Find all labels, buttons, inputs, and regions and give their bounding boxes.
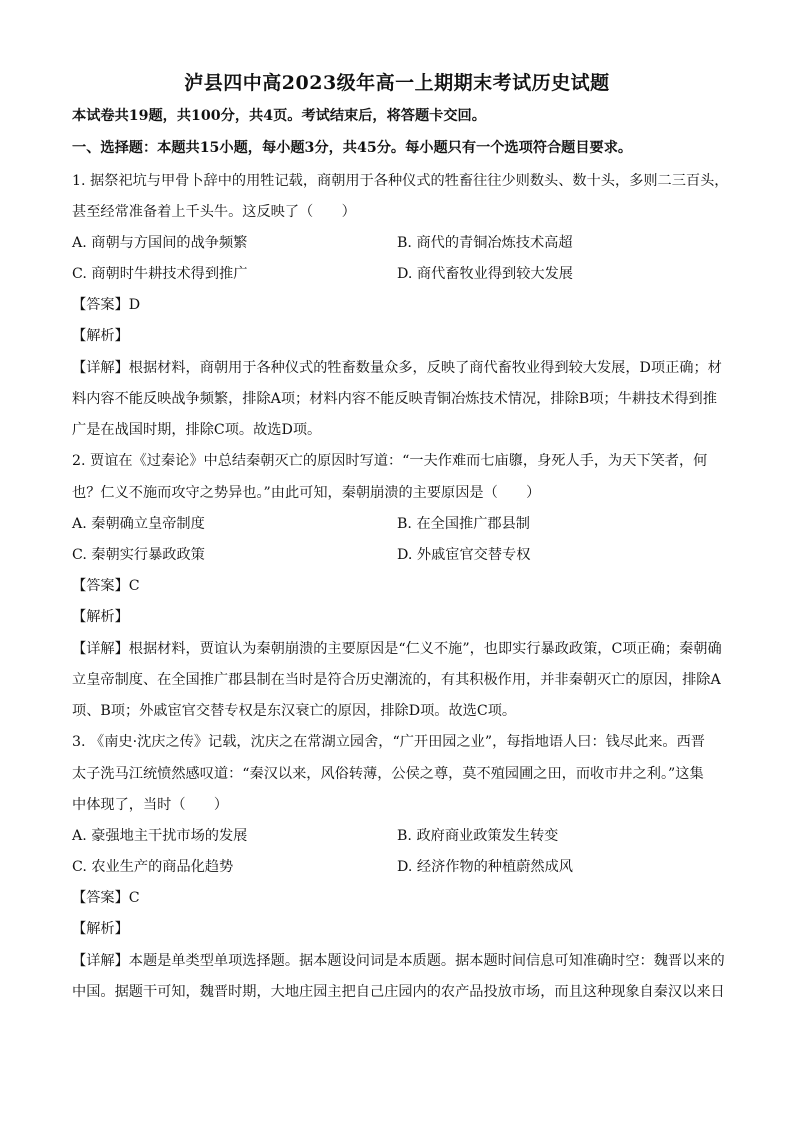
q3-answer-value: C [128, 890, 140, 906]
q2-detail-line3: 项、B项；外戚宦官交替专权是东汉衰亡的原因，排除D项。故选C项。 [72, 703, 517, 719]
answer-label: 【答案】 [72, 297, 129, 313]
answer-label: 【答案】 [72, 578, 129, 594]
q3-option-b: B. 政府商业政策发生转变 [397, 828, 559, 844]
q2-option-a: A. 秦朝确立皇帝制度 [72, 516, 205, 532]
q1-detail-text1: 根据材料，商朝用于各种仪式的牲畜数量众多，反映了商代畜牧业得到较大发展，D项正确；材 [128, 360, 722, 376]
q3-answer [72, 888, 140, 908]
q1-detail-line1 [72, 358, 722, 378]
q2-detail-text1: 根据材料，贾谊认为秦朝崩溃的主要原因是“仁义不施”，也即实行暴政政策，C项正确；秦朝确 [128, 641, 722, 657]
detail-label: 【详解】 [72, 641, 129, 657]
answer-label: 【答案】 [72, 890, 129, 906]
q2-analysis-label: 【解析】 [72, 609, 129, 625]
q1-detail-line3: 广是在战国时期，排除C项。故选D项。 [72, 422, 322, 438]
q1-analysis-label: 【解析】 [72, 328, 129, 344]
q3-option-a: A. 豪强地主干扰市场的发展 [72, 828, 248, 844]
q1-option-b: B. 商代的青铜冶炼技术高超 [397, 235, 573, 251]
section-header: 一、选择题：本题共15小题，每小题3分，共45分。每小题只有一个选项符合题目要求。 [72, 140, 633, 156]
q1-answer-value: D [128, 297, 141, 313]
page-title: 泸县四中高2023级年高一上期期末考试历史试题 [184, 72, 610, 94]
q3-analysis-label: 【解析】 [72, 921, 129, 937]
detail-label: 【详解】 [72, 953, 129, 969]
q3-detail-line1 [72, 951, 725, 971]
q1-option-d: D. 商代畜牧业得到较大发展 [397, 266, 573, 282]
q1-option-c: C. 商朝时牛耕技术得到推广 [72, 266, 248, 282]
exam-intro: 本试卷共19题，共100分，共4页。考试结束后，将答题卡交回。 [72, 108, 486, 124]
q1-stem-line1: 1. 据祭祀坑与甲骨卜辞中的用牲记载，商朝用于各种仪式的牲畜往往少则数头、数十头，多则二三百头， [72, 173, 729, 189]
q2-option-d: D. 外戚宦官交替专权 [397, 547, 531, 563]
q1-answer [72, 295, 140, 315]
q2-stem-line1: 2. 贾谊在《过秦论》中总结秦朝灭亡的原因时写道：“一夫作难而七庙隳，身死人手，为天下笑者，何 [72, 453, 708, 469]
q2-option-c: C. 秦朝实行暴政政策 [72, 547, 205, 563]
q2-answer [72, 576, 140, 596]
q3-stem-line3: 中体现了，当时（ ） [72, 797, 229, 813]
q3-detail-text1: 本题是单类型单项选择题。据本题设问词是本质题。据本题时间信息可知准确时空：魏晋以来的 [128, 953, 725, 969]
q1-option-a: A. 商朝与方国间的战争频繁 [72, 235, 248, 251]
q2-detail-line1 [72, 639, 722, 659]
q2-answer-value: C [128, 578, 140, 594]
q2-stem-line2: 也？仁义不施而攻守之势异也。”由此可知，秦朝崩溃的主要原因是（ ） [72, 485, 541, 501]
q1-detail-line2: 料内容不能反映战争频繁，排除A项；材料内容不能反映青铜冶炼技术情况，排除B项；牛耕技术得到推 [72, 391, 717, 407]
q3-option-c: C. 农业生产的商品化趋势 [72, 859, 234, 875]
q2-detail-line2: 立皇帝制度、在全国推广郡县制在当时是符合历史潮流的，有其积极作用，并非秦朝灭亡的原因，排除A [72, 672, 721, 688]
q2-option-b: B. 在全国推广郡县制 [397, 516, 530, 532]
detail-label: 【详解】 [72, 360, 129, 376]
q3-detail-line2: 中国。据题干可知，魏晋时期，大地庄园主把自己庄园内的农产品投放市场，而且这种现象自秦汉以来日 [72, 984, 725, 1000]
q3-stem-line2: 太子洗马江统愤然感叹道：“秦汉以来，风俗转薄，公侯之尊，莫不殖园圃之田，而收市井之利。”这集 [72, 766, 704, 782]
q1-stem-line2: 甚至经常准备着上千头牛。这反映了（ ） [72, 204, 356, 220]
q3-stem-line1: 3. 《南史·沈庆之传》记载，沈庆之在常湖立园舍，“广开田园之业”，每指地语人曰：钱尽此来。西晋 [72, 734, 705, 750]
q3-option-d: D. 经济作物的种植蔚然成风 [397, 859, 573, 875]
